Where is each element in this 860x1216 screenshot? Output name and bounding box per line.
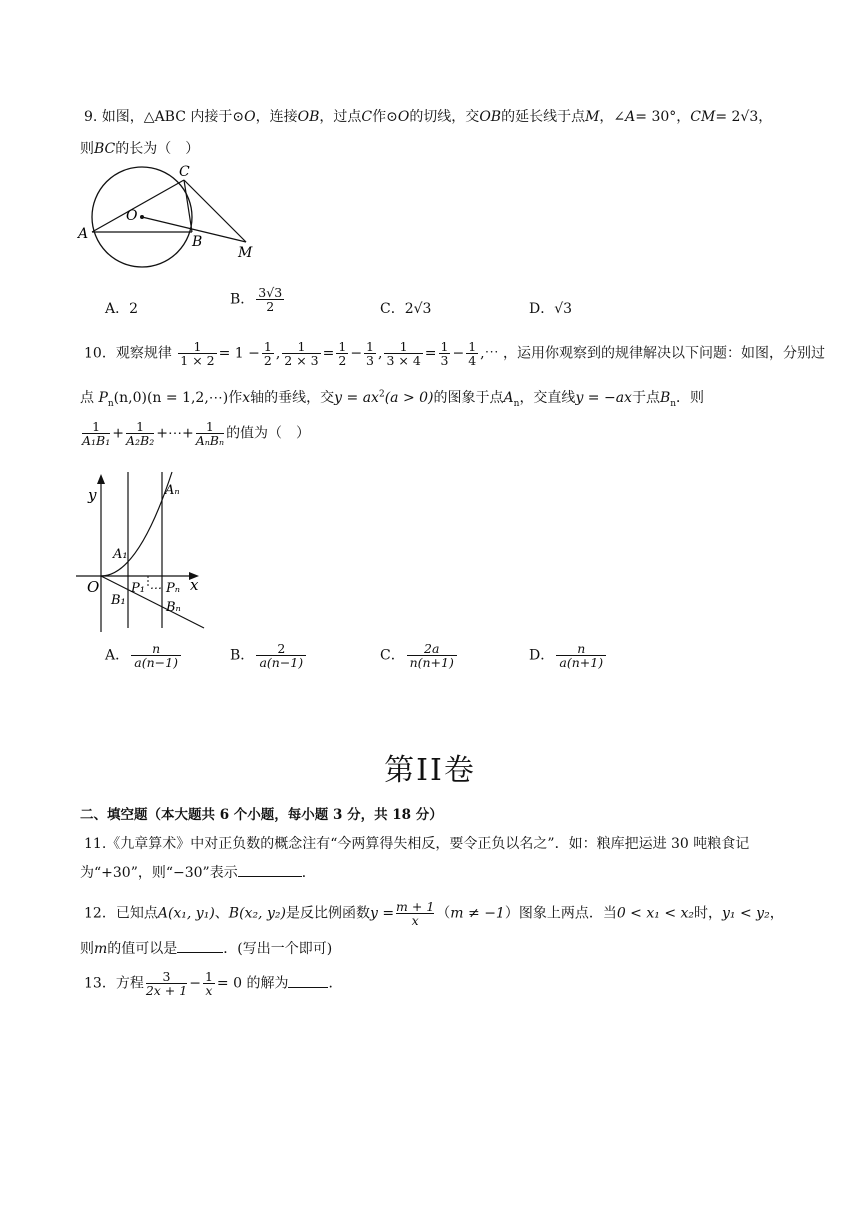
q12-line2: 则m的值可以是 ．(写出一个即可) — [80, 938, 332, 958]
q10-option-b: B． $\frac{2}{a(n-1)}$ — [230, 642, 308, 669]
q10-line2: 点 $P_n(n,0)(n$ = 1,2,⋯)作x轴的垂线，交$y = ax^2(a > 0)$的图象于点$A_n$，交直线y = −ax于点$B_n$．则 — [80, 389, 705, 409]
q13-answer-blank[interactable] — [288, 973, 328, 988]
y-axis-arrow — [97, 474, 105, 484]
label-o: O — [87, 578, 100, 596]
q10-option-a: A． $\frac{n}{a(n-1)}$ — [105, 642, 183, 669]
label-b1: B₁ — [111, 593, 126, 608]
q10-parabola-figure — [72, 468, 212, 634]
segment-cm — [184, 180, 246, 242]
q10-line3: $\frac{1}{\text{A₁B₁}}$ + $\frac{1}{\text{A₂B₂}}$ +⋯+ $\frac{1}{\text{AₙBₙ}}$ 的值为（ ） — [82, 419, 311, 449]
label-a: A — [78, 226, 89, 242]
q12-answer-blank[interactable] — [177, 938, 223, 953]
q11-line1: 11.《九章算术》中对正负数的概念注有“今两算得失相反，要令正负以名之”．如：粮库把运进 30 吨粮食记 — [84, 836, 750, 852]
label-p1: P₁ — [131, 581, 145, 596]
label-o: O — [126, 208, 138, 224]
q10-line1: 10．观察规律 $\frac{1}{1 \times 2}$ = 1 − $\frac{1}{2}$ , $\frac{1}{2 \times 3}$ = $\frac{1}{2}$ − $\frac{1}{3}$ , $\frac{1}{3 \times 4}$ = $\frac{1}{3}$ − $\frac{1}{4}$ ,⋯ ，运用你观察到的规律解决以下问题：如图，分别过 — [84, 339, 826, 369]
section-title: 第II卷 — [384, 753, 476, 788]
q9-option-c: C．2√3 — [380, 301, 432, 317]
label-x: x — [190, 576, 199, 594]
label-an: Aₙ — [165, 483, 180, 498]
q10-option-d: D． $\frac{n}{a(n+1)}$ — [529, 642, 608, 669]
q11-line2: 为“+30”，则“−30”表示 ． — [80, 862, 316, 882]
q9-option-d: D．√3 — [529, 301, 573, 317]
label-m: M — [238, 245, 253, 261]
q9-line2: 则BC的长为（ ） — [80, 141, 200, 157]
q10-option-c: C． $\frac{2a}{n(n+1)}$ — [380, 642, 459, 669]
q9-circle-figure — [74, 160, 264, 270]
center-dot — [140, 215, 144, 219]
q13-line: 13．方程 $\frac{3}{2x + 1}$ − $\frac{1}{x} = 0$ 的解为 ． — [84, 969, 343, 999]
section-heading: 二、填空题（本大题共 6 个小题，每小题 3 分，共 18 分） — [80, 807, 443, 823]
q9-option-b: B． $\frac{3√3}{2}$ — [230, 285, 283, 315]
label-y: y — [88, 486, 97, 504]
q9-line1: 9. 如图，△ABC 内接于⊙O，连接OB，过点C作⊙O的切线，交OB的延长线于点M，∠A= 30°，CM= 2√3， — [84, 109, 773, 125]
label-b: B — [192, 234, 203, 250]
label-pn: Pₙ — [166, 581, 181, 596]
q9-option-a: A．2 — [105, 301, 139, 317]
label-c: C — [179, 164, 190, 180]
label-a1: A₁ — [113, 547, 128, 562]
label-dots: ⋯ — [149, 581, 161, 595]
q11-answer-blank[interactable] — [238, 862, 302, 877]
parabola-curve — [101, 472, 172, 576]
q12-line1: 12．已知点A(x₁, y₁)、B(x₂, y₂)是反比例函数y = $\frac{m + 1}{x}$ （m ≠ −1）图象上两点．当0 < x₁ < x₂时，y₁ < y₂， — [84, 899, 784, 929]
label-bn: Bₙ — [166, 600, 181, 615]
